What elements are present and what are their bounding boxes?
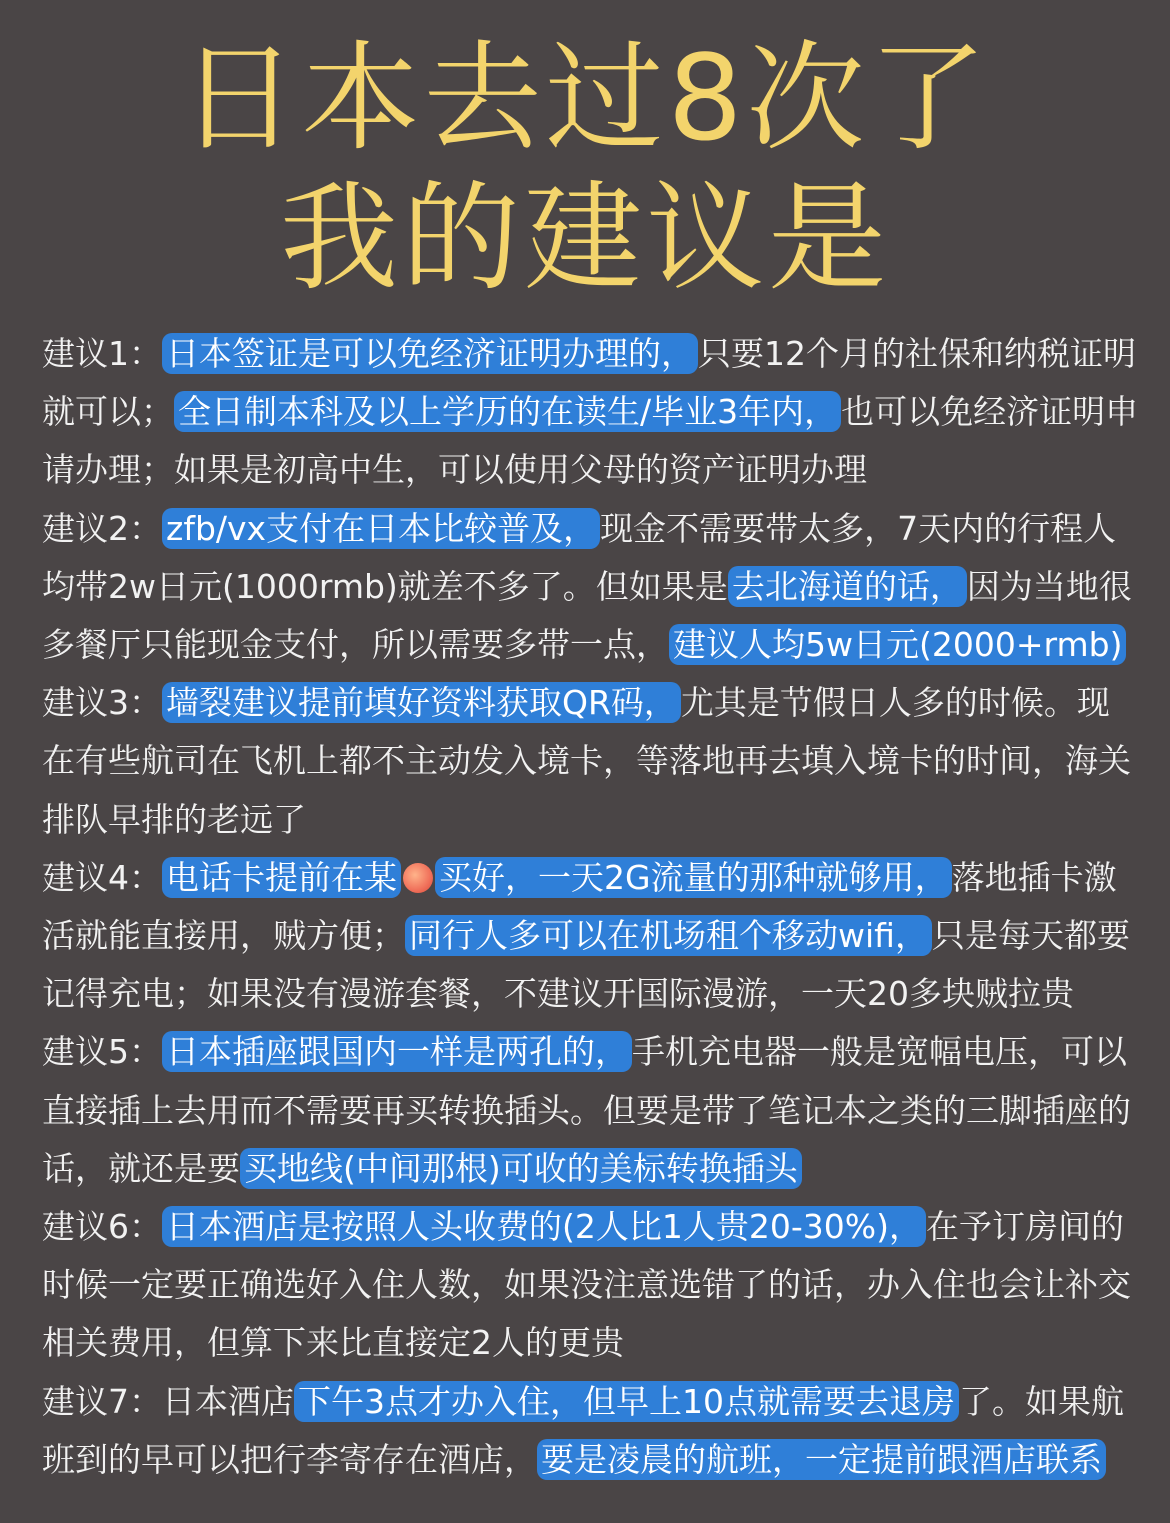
highlighted-text: 日本签证是可以免经济证明办理的，: [162, 333, 698, 374]
tip-paragraph: [42, 1198, 1142, 1373]
highlighted-text: 墙裂建议提前填好资料获取QR码，: [162, 682, 681, 723]
title-block: [0, 28, 1170, 308]
tip-text: 现金不需要带太多，7天内的行程人均带2w日元(1000rmb)就差不多了。但如果是: [42, 508, 1117, 606]
tip-text: 只是每天都要记得充电；如果没有漫游套餐，不建议开国际漫游，一天20多块贼拉贵: [42, 916, 1130, 1014]
highlighted-text: 电话卡提前在某: [162, 857, 401, 898]
tip-paragraph: [42, 325, 1142, 500]
peach-emoji-icon: [403, 863, 433, 893]
tips-list: [42, 325, 1142, 1489]
tip-paragraph: [42, 849, 1142, 1024]
tip-text: 建议7：日本酒店: [42, 1381, 294, 1421]
tip-text: 建议5：: [42, 1032, 162, 1072]
tip-text: 落地插卡激活就能直接用，贼方便；: [42, 857, 1117, 956]
highlighted-text: 下午3点才办入住，但早上10点就需要去退房: [294, 1381, 959, 1422]
tip-text: 也可以免经济证明申请办理；如果是初高中生，可以使用父母的资产证明办理: [42, 392, 1139, 490]
title-line-1: 日本去过8次了: [179, 29, 991, 167]
highlighted-text: 同行人多可以在机场租个移动wifi，: [405, 915, 932, 956]
highlighted-text: 要是凌晨的航班，一定提前跟酒店联系: [537, 1439, 1106, 1480]
highlighted-text: 日本插座跟国内一样是两孔的，: [162, 1031, 632, 1072]
tip-paragraph: [42, 1373, 1142, 1489]
highlighted-text: 日本酒店是按照人头收费的(2人比1人贵20-30%)，: [162, 1206, 926, 1247]
highlighted-text: 全日制本科及以上学历的在读生/毕业3年内，: [174, 391, 841, 432]
highlighted-text: 买地线(中间那根)可收的美标转换插头: [240, 1148, 802, 1189]
title-line-2: 我的建议是: [279, 169, 890, 307]
highlighted-text: 建议人均5w日元(2000+rmb): [669, 624, 1126, 665]
tip-text: 尤其是节假日人多的时候。现在有些航司在飞机上都不主动发入境卡，等落地再去填入境卡的时间，海关排队早排的老远了: [42, 683, 1131, 839]
tip-text: 在予订房间的时候一定要正确选好入住人数，如果没注意选错了的话，办入住也会让补交相关费用，但算下来比直接定2人的更贵: [42, 1207, 1131, 1363]
tip-text: 建议3：: [42, 683, 162, 723]
tip-text: 了。如果航班到的早可以把行李寄存在酒店，: [42, 1381, 1124, 1479]
highlighted-text: zfb/vx支付在日本比较普及，: [162, 508, 600, 549]
tip-paragraph: [42, 500, 1142, 675]
tip-paragraph: [42, 1023, 1142, 1198]
tip-text: 建议4：: [42, 857, 162, 897]
highlighted-text: 去北海道的话，: [728, 566, 967, 607]
highlighted-text: 买好，一天2G流量的那种就够用，: [435, 857, 952, 898]
tip-text: 手机充电器一般是宽幅电压，可以直接插上去用而不需要再买转换插头。但要是带了笔记本之类的三脚插座的话，就还是要: [42, 1032, 1131, 1188]
tip-text: 只要12个月的社保和纳税证明就可以；: [42, 334, 1136, 432]
tip-text: 建议2：: [42, 508, 162, 548]
tip-text: 因为当地很多餐厅只能现金支付，所以需要多带一点，: [42, 566, 1132, 665]
tip-text: 建议1：: [42, 334, 162, 373]
tip-text: 建议6：: [42, 1207, 162, 1247]
tip-paragraph: [42, 674, 1142, 849]
